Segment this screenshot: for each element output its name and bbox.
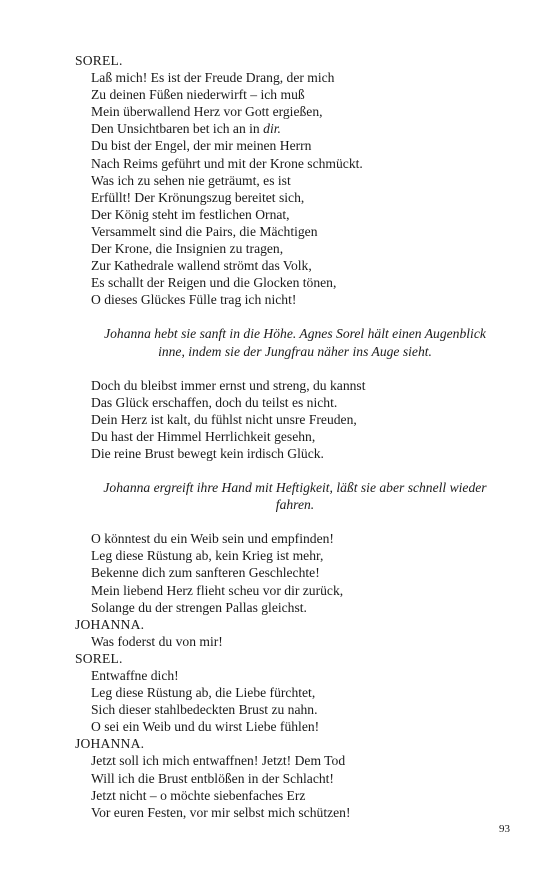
verse-line (75, 120, 515, 137)
verse-line: Versammelt sind die Pairs, die Mächtigen (91, 223, 318, 239)
verse-line: Leg diese Rüstung ab, die Liebe fürchtet, (91, 685, 316, 701)
verse-line: Solange du der strengen Pallas gleichst. (91, 599, 307, 615)
verse-line: Mein liebend Herz flieht scheu vor dir zurück, (91, 582, 344, 598)
verse-line: Zu deinen Füßen niederwirft – ich muß (91, 87, 305, 103)
verse-line: Du hast der Himmel Herrlichkeit gesehn, (91, 428, 316, 444)
stage-direction-line: Johanna ergreift ihre Hand mit Heftigkeit, läßt sie aber schnell wieder (103, 480, 487, 496)
verse-line: Zur Kathedrale wallend strömt das Volk, (91, 258, 312, 274)
verse-line: Jetzt nicht – o möchte siebenfaches Erz (91, 787, 306, 803)
verse-line: Das Glück erschaffen, doch du teilst es nicht. (91, 394, 338, 410)
stage-direction (75, 325, 515, 359)
stage-direction-line: fahren. (275, 497, 315, 513)
verse-line: Dein Herz ist kalt, du fühlst nicht unsre Freuden, (91, 411, 357, 427)
speaker-johanna: JOHANNA. (75, 736, 145, 752)
speaker-sorel: SOREL. (75, 650, 123, 666)
verse-emphasis: dir. (263, 121, 281, 137)
verse-line: Entwaffne dich! (91, 668, 179, 683)
verse-line: Mein überwallend Herz vor Gott ergießen, (91, 104, 323, 120)
speaker-johanna: JOHANNA. (75, 616, 145, 632)
verse-line: Erfüllt! Der Krönungszug bereitet sich, (91, 189, 305, 205)
stage-direction (75, 479, 515, 513)
verse-line: Es schallt der Reigen und die Glocken tönen, (91, 275, 337, 291)
page-number: 93 (499, 823, 510, 835)
verse-line: Was foderst du von mir! (91, 633, 223, 649)
verse-line: O dieses Glückes Fülle trag ich nicht! (91, 292, 297, 308)
verse-line: Was ich zu sehen nie geträumt, es ist (91, 172, 291, 188)
verse-line: O könntest du ein Weib sein und empfinden! (91, 531, 334, 547)
verse-line-text: Den Unsichtbaren bet ich an in (91, 121, 264, 137)
verse-line: Der König steht im festlichen Ornat, (91, 206, 290, 222)
verse-line: Bekenne dich zum sanfteren Geschlechte! (91, 565, 320, 581)
stage-direction-line: inne, indem sie der Jungfrau näher ins Auge sieht. (158, 343, 432, 359)
verse-line: Leg diese Rüstung ab, kein Krieg ist mehr, (91, 548, 324, 564)
verse-line: Doch du bleibst immer ernst und streng, du kannst (91, 377, 366, 393)
play-text (75, 52, 515, 821)
stage-direction-line: Johanna hebt sie sanft in die Höhe. Agnes Sorel hält einen Augenblick (104, 326, 486, 342)
verse-line: Laß mich! Es ist der Freude Drang, der mich (91, 70, 335, 86)
verse-line: Der Krone, die Insignien zu tragen, (91, 241, 284, 257)
verse-line: Vor euren Festen, vor mir selbst mich schützen! (91, 804, 351, 820)
verse-line: Jetzt soll ich mich entwaffnen! Jetzt! Dem Tod (91, 753, 346, 769)
verse-line: Du bist der Engel, der mir meinen Herrn (91, 138, 312, 154)
verse-line: Die reine Brust bewegt kein irdisch Glück. (91, 445, 324, 461)
speaker-sorel: SOREL. (75, 53, 123, 68)
verse-line: Sich dieser stahlbedeckten Brust zu nahn. (91, 702, 318, 718)
verse-line: Nach Reims geführt und mit der Krone schmückt. (91, 155, 363, 171)
verse-line: Will ich die Brust entblößen in der Schlacht! (91, 770, 334, 786)
verse-line: O sei ein Weib und du wirst Liebe fühlen! (91, 719, 320, 735)
